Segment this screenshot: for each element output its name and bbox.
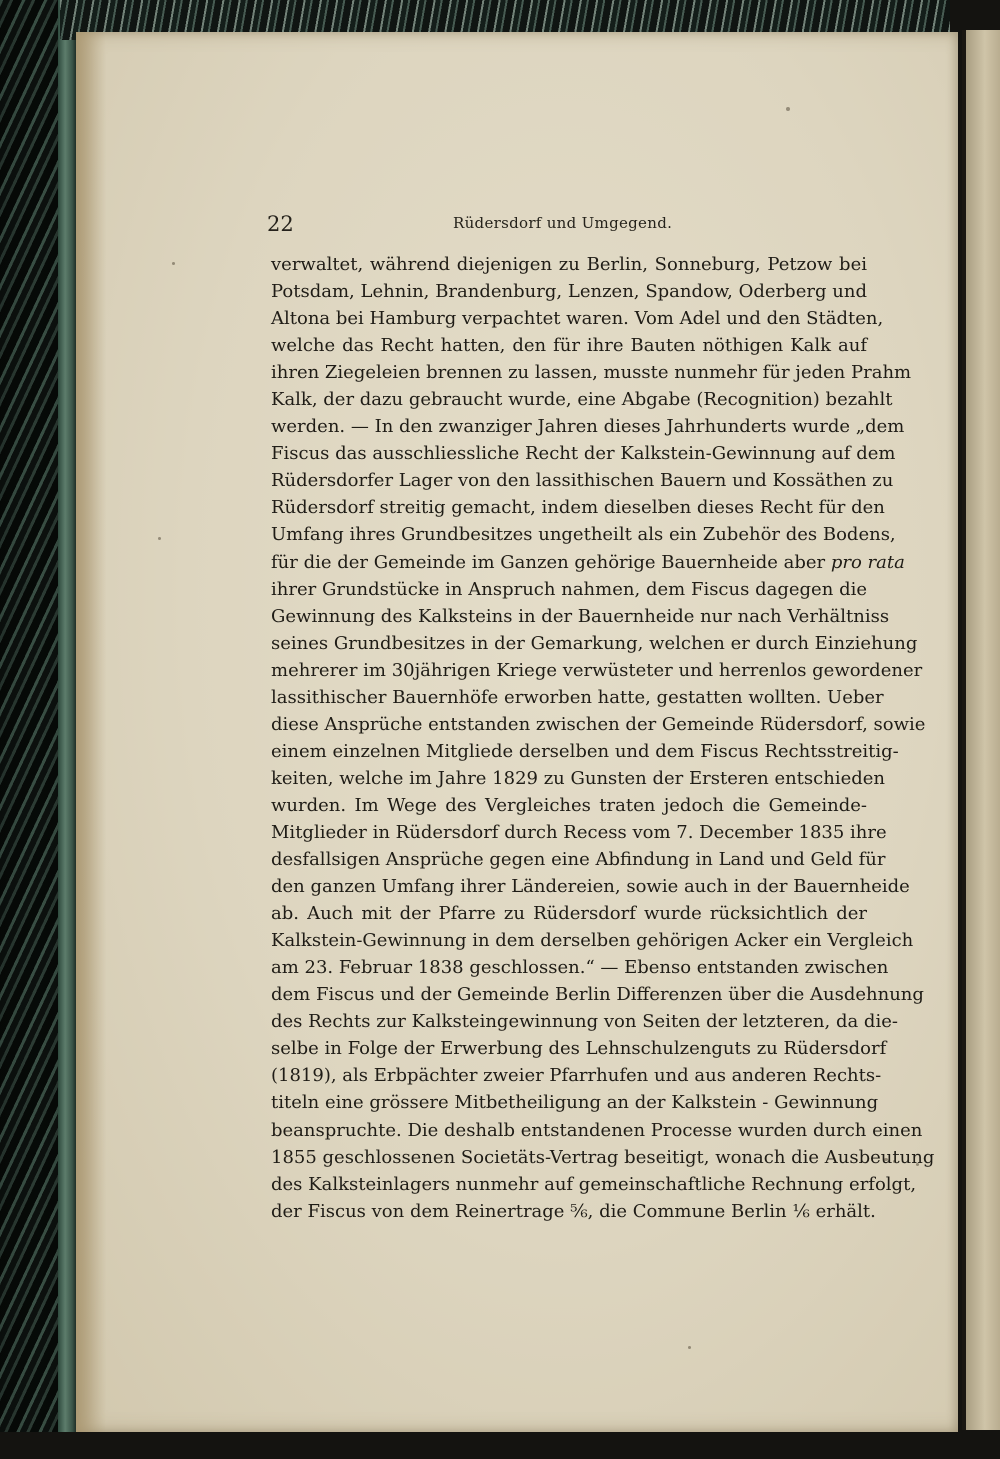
- fraction: ⅙: [792, 1200, 810, 1222]
- text-line: wurden. Im Wege des Vergleiches traten jedoch die Gemeinde-: [271, 794, 867, 816]
- text-segment: , die Commune Berlin: [587, 1200, 787, 1222]
- text-line: (1819), als Erbpächter zweier Pfarrhufen und aus anderen Rechts-: [271, 1065, 882, 1087]
- text-line: des Kalksteinlagers nunmehr auf gemeinschaftliche Rechnung erfolgt,: [271, 1173, 917, 1195]
- text-line: am 23. Februar 1838 geschlossen.“ — Ebenso entstanden zwischen: [271, 957, 889, 979]
- text-line: ab. Auch mit der Pfarre zu Rüdersdorf wurde rücksichtlich der: [271, 903, 867, 925]
- text-line: Rüdersdorfer Lager von den lassithischen Bauern und Kossäthen zu: [271, 470, 894, 492]
- text-line: desfallsigen Ansprüche gegen eine Abfindung in Land und Geld für: [271, 849, 886, 871]
- text-segment: erhält.: [815, 1200, 876, 1222]
- running-header: [267, 210, 867, 240]
- text-line: den ganzen Umfang ihrer Ländereien, sowie auch in der Bauernheide: [271, 876, 910, 898]
- page-gutter-shadow: [76, 32, 106, 1432]
- text-line: seines Grundbesitzes in der Gemarkung, welchen er durch Einziehung: [271, 632, 918, 654]
- text-line: Altona bei Hamburg verpachtet waren. Vom Adel und den Städten,: [271, 308, 884, 330]
- text-line: selbe in Folge der Erwerbung des Lehnschulzenguts zu Rüdersdorf: [271, 1038, 887, 1060]
- italic-phrase: pro rata: [830, 551, 905, 573]
- book-cover-edge: [58, 0, 76, 1459]
- text-line: keiten, welche im Jahre 1829 zu Gunsten der Ersteren entschieden: [271, 767, 886, 789]
- running-head-title: Rüdersdorf und Umgegend.: [453, 214, 673, 232]
- paper-speck: [786, 107, 790, 111]
- fraction: ⅚: [570, 1200, 588, 1222]
- text-line: dem Fiscus und der Gemeinde Berlin Differenzen über die Ausdehnung: [271, 984, 924, 1006]
- text-line: welche das Recht hatten, den für ihre Bauten nöthigen Kalk auf: [271, 335, 867, 357]
- text-line-with-italic: [271, 549, 905, 576]
- paper-speck: [158, 537, 161, 540]
- text-segment: der Fiscus von dem Reinertrage: [271, 1200, 565, 1222]
- text-line: ihren Ziegeleien brennen zu lassen, musste nunmehr für jeden Prahm: [271, 362, 912, 384]
- page-number: 22: [267, 212, 294, 236]
- text-line: lassithischer Bauernhöfe erworben hatte, gestatten wollten. Ueber: [271, 686, 884, 708]
- text-line: des Rechts zur Kalksteingewinnung von Seiten der letzteren, da die-: [271, 1011, 898, 1033]
- text-line: einem einzelnen Mitgliede derselben und dem Fiscus Rechtsstreitig-: [271, 740, 899, 762]
- text-line: titeln eine grössere Mitbetheiligung an der Kalkstein - Gewinnung: [271, 1092, 879, 1114]
- text-line: verwaltet, während diejenigen zu Berlin, Sonneburg, Petzow bei: [271, 254, 867, 275]
- book-cover-marbled: [0, 0, 64, 1459]
- text-segment: für die der Gemeinde im Ganzen gehörige Bauernheide aber: [271, 551, 826, 573]
- text-line: beanspruchte. Die deshalb entstandenen Processe wurden durch einen: [271, 1119, 923, 1141]
- text-line: Potsdam, Lehnin, Brandenburg, Lenzen, Spandow, Oderberg und: [271, 281, 867, 303]
- adjacent-page-edge: [962, 30, 1000, 1430]
- scan-background: [0, 1432, 1000, 1459]
- text-line: Fiscus das ausschliessliche Recht der Kalkstein-Gewinnung auf dem: [271, 443, 896, 465]
- paper-speck: [172, 262, 175, 265]
- text-line: Gewinnung des Kalksteins in der Bauernheide nur nach Verhältniss: [271, 605, 890, 627]
- text-line: Mitglieder in Rüdersdorf durch Recess vom 7. December 1835 ihre: [271, 821, 887, 843]
- text-line: mehrerer im 30jährigen Kriege verwüsteter und herrenlos gewordener: [271, 659, 923, 681]
- text-line: werden. — In den zwanziger Jahren dieses Jahrhunderts wurde „dem: [271, 416, 905, 438]
- body-text: [271, 251, 935, 1225]
- text-line: Rüdersdorf streitig gemacht, indem dieselben dieses Recht für den: [271, 497, 885, 519]
- text-line: ihrer Grundstücke in Anspruch nahmen, dem Fiscus dagegen die: [271, 578, 867, 600]
- final-text-line: [271, 1198, 876, 1225]
- text-line: diese Ansprüche entstanden zwischen der Gemeinde Rüdersdorf, sowie: [271, 713, 926, 735]
- text-line: Umfang ihres Grundbesitzes ungetheilt als ein Zubehör des Bodens,: [271, 524, 896, 546]
- text-line: Kalk, der dazu gebraucht wurde, eine Abgabe (Recognition) bezahlt: [271, 389, 893, 411]
- text-line: 1855 geschlossenen Societäts-Vertrag beseitigt, wonach die Ausbeutung: [271, 1146, 935, 1168]
- paper-speck: [688, 1346, 691, 1349]
- text-line: Kalkstein-Gewinnung in dem derselben gehörigen Acker ein Vergleich: [271, 930, 914, 952]
